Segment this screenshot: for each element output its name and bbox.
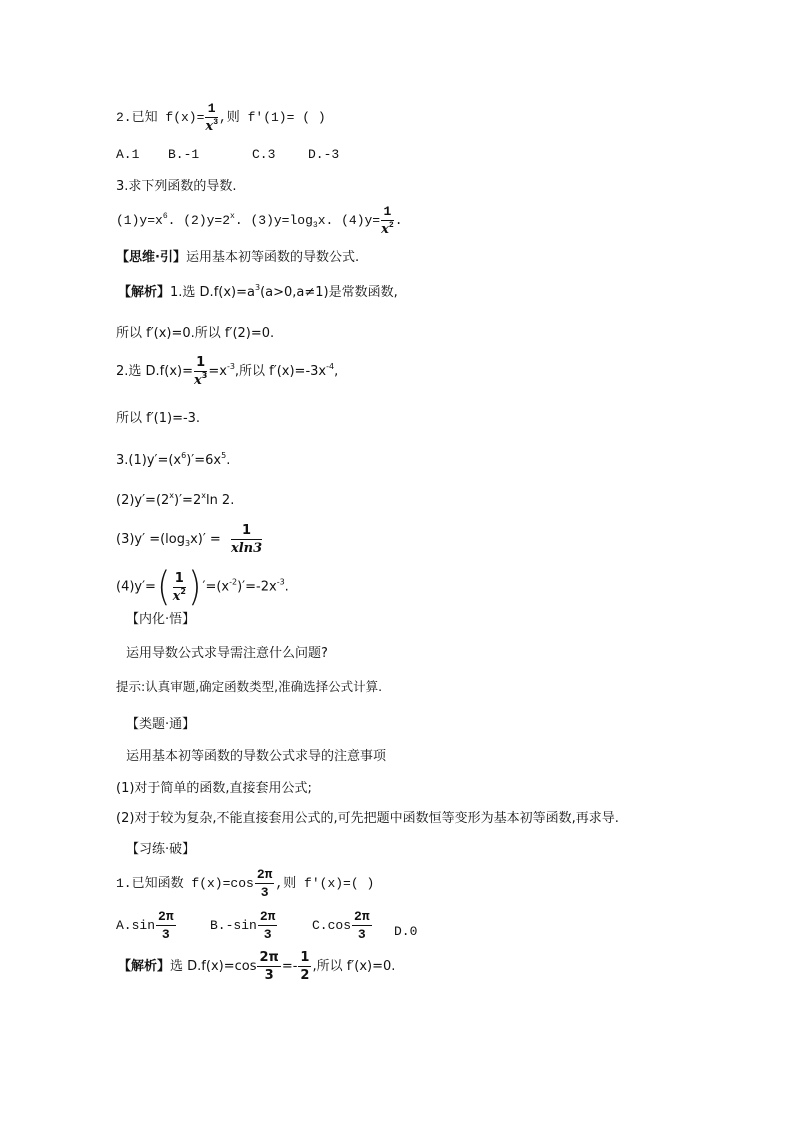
answer-3-2-text-b: )′=2 xyxy=(174,493,202,508)
answer-2-frac-num: 1 xyxy=(194,356,207,372)
q3-frac-num: 1 xyxy=(381,205,394,221)
answer-3-4-frac-num: 1 xyxy=(173,572,186,588)
q3-item-1: (1)y=x xyxy=(116,212,163,228)
exercise-1-answer-text-c: ,所以 f′(x)=0. xyxy=(312,959,396,974)
analysis-1-text-a: 1.选 D.f(x)=a xyxy=(170,285,255,300)
answer-3-2-exp2: x xyxy=(201,491,206,500)
q3-frac-den-base: x xyxy=(381,222,389,237)
answer-3-3-frac-den: xln3 xyxy=(230,541,263,556)
q2-frac-num: 1 xyxy=(205,102,218,118)
answer-3-3-text-a: (3)y′ =(log xyxy=(116,532,185,547)
exercise-1-answer-fraction-2 xyxy=(298,951,311,982)
q3-item-2-exp: x xyxy=(230,211,235,221)
answer-3-1 xyxy=(116,451,231,468)
exercise-1-option-b xyxy=(210,910,278,941)
answer-3-1-exp1: 6 xyxy=(181,451,187,460)
q3-item-4: x. (4)y= xyxy=(317,212,381,228)
exercise-1 xyxy=(116,868,374,899)
exercise-1-frac-num: 2π xyxy=(256,867,273,882)
option-a-label: A.sin xyxy=(116,917,156,933)
answer-3-4-text-b: ′=(x xyxy=(202,579,230,595)
q2-stem-tail: ,则 f′(1)= ( ) xyxy=(219,109,326,125)
answer-3-3-sub: 3 xyxy=(184,539,191,548)
q3-tail: . xyxy=(394,212,403,228)
answer-2-fraction xyxy=(194,356,207,387)
answer-3-4-text-a: (4)y′= xyxy=(116,579,156,595)
answer-3-3-frac-num: 1 xyxy=(231,524,262,540)
answer-3-4 xyxy=(116,564,289,610)
q2-stem: 2.已知 f(x)= xyxy=(116,109,205,125)
q2-option-c: C.3 xyxy=(252,147,276,162)
leiti-heading: 【类题·通】 xyxy=(126,717,196,732)
thinking-text: 运用基本初等函数的导数公式. xyxy=(185,250,360,265)
q3-item-3: . (3)y=log xyxy=(234,212,313,228)
exercise-1-answer-frac2-den: 2 xyxy=(300,968,310,983)
question-2 xyxy=(116,102,326,133)
answer-2-frac-den-exp: 3 xyxy=(201,371,208,380)
exercise-1-option-d: D.0 xyxy=(394,924,418,939)
option-c-frac-num: 2π xyxy=(354,909,370,924)
exercise-1-answer-text-a: 选 D.f(x)=cos xyxy=(170,959,257,974)
option-b-label: B.-sin xyxy=(210,917,257,933)
option-b-frac-den: 3 xyxy=(263,927,272,942)
answer-3-2-text-a: (2)y′=(2 xyxy=(116,493,170,508)
q3-fraction xyxy=(381,205,394,236)
answer-2-exp2: -4 xyxy=(326,362,335,371)
answer-3-2-text-c: ln 2. xyxy=(205,493,235,508)
analysis-1-exp: 3 xyxy=(254,283,261,292)
q2-option-d: D.-3 xyxy=(308,147,340,162)
answer-3-4-text-c: )′=-2x xyxy=(237,579,277,595)
answer-3-1-text-b: )′=6x xyxy=(186,453,222,468)
q3-frac-den-exp: 2 xyxy=(388,221,394,230)
analysis-1-text-b: (a>0,a≠1)是常数函数, xyxy=(260,285,398,300)
answer-3-2 xyxy=(116,491,235,508)
exercise-1-option-a xyxy=(116,910,177,941)
exercise-1-option-c xyxy=(312,910,373,941)
leiti-item-2: (2)对于较为复杂,不能直接套用公式的,可先把题中函数恒等变形为基本初等函数,再求导. xyxy=(116,811,619,826)
exercise-1-answer-fraction-1 xyxy=(257,951,280,982)
xilian-heading: 【习练·破】 xyxy=(126,842,196,857)
neihua-question: 运用导数公式求导需注意什么问题? xyxy=(126,646,328,661)
answer-3-3-text-b: x)′ = xyxy=(190,532,225,547)
answer-2-text-a: 2.选 D.f(x)= xyxy=(116,364,193,379)
q3-item-1-exp: 6 xyxy=(162,211,168,221)
q2-option-a: A.1 xyxy=(116,147,140,162)
q3-item-3-sub: 3 xyxy=(312,220,318,230)
exercise-1-answer-frac1-num: 2π xyxy=(259,950,279,965)
option-c-frac-den: 3 xyxy=(357,927,366,942)
neihua-heading: 【内化·悟】 xyxy=(126,612,196,627)
option-b-frac-num: 2π xyxy=(259,909,276,924)
exercise-1-text-a: 1.已知函数 f(x)=cos xyxy=(116,875,254,891)
answer-3-1-text-c: . xyxy=(226,453,231,468)
answer-3-4-exp2: -3 xyxy=(276,577,285,587)
left-paren-icon: ( xyxy=(157,564,171,610)
answer-2-text-b: =x xyxy=(208,364,227,379)
exercise-1-frac-den: 3 xyxy=(260,885,269,900)
answer-3-4-text-d: . xyxy=(284,579,289,595)
q2-option-b: B.-1 xyxy=(168,147,200,162)
leiti-title: 运用基本初等函数的导数公式求导的注意事项 xyxy=(126,749,387,764)
option-c-label: C.cos xyxy=(312,917,352,933)
thinking-tag: 【思维·引】 xyxy=(116,250,186,265)
hint-line: 提示:认真审题,确定函数类型,准确选择公式计算. xyxy=(116,679,383,694)
answer-3-4-frac-den-exp: 2 xyxy=(180,586,186,596)
answer-3-4-exp1: -2 xyxy=(229,577,238,587)
q2-fraction xyxy=(205,102,218,133)
q2-frac-den-exp: 3 xyxy=(213,118,218,127)
question-3: 3.求下列函数的导数. xyxy=(116,179,237,194)
thinking-line xyxy=(116,251,359,264)
exercise-1-answer xyxy=(118,951,395,982)
option-a-frac-den: 3 xyxy=(161,927,170,942)
answer-3-2-exp1: x xyxy=(169,491,175,500)
answer-3-1-text-a: 3.(1)y′=(x xyxy=(116,453,182,468)
answer-2-text-d: , xyxy=(334,364,339,379)
answer-3-4-fraction xyxy=(173,572,186,603)
q3-item-2: . (2)y=2 xyxy=(167,212,231,228)
answer-2-text-c: ,所以 f′(x)=-3x xyxy=(234,364,327,379)
exercise-1-answer-tag: 【解析】 xyxy=(118,959,171,974)
answer-3-1-exp2: 5 xyxy=(221,451,227,460)
leiti-item-1: (1)对于简单的函数,直接套用公式; xyxy=(116,781,312,796)
answer-2-frac-den-base: x xyxy=(194,373,202,388)
right-paren-icon: ) xyxy=(188,564,202,610)
exercise-1-answer-frac2-num: 1 xyxy=(300,950,310,965)
solution-line-2: 所以 f′(1)=-3. xyxy=(116,411,201,426)
option-a-frac-num: 2π xyxy=(158,909,174,924)
answer-2-exp1: -3 xyxy=(226,362,235,371)
q2-frac-den-base: x xyxy=(205,119,214,134)
solution-line-1: 所以 f′(x)=0.所以 f′(2)=0. xyxy=(116,326,275,341)
analysis-tag: 【解析】 xyxy=(118,285,171,300)
exercise-1-answer-frac1-den: 3 xyxy=(264,968,274,983)
exercise-1-answer-text-b: =- xyxy=(281,959,298,974)
answer-3-4-frac-den-base: x xyxy=(172,588,181,604)
answer-3-3 xyxy=(116,524,263,555)
answer-3-3-fraction xyxy=(231,524,262,555)
exercise-1-text-b: ,则 f′(x)=( ) xyxy=(275,875,375,891)
exercise-1-fraction xyxy=(255,868,275,899)
q3-items xyxy=(116,205,403,236)
analysis-1 xyxy=(118,283,398,300)
answer-2 xyxy=(116,356,338,387)
